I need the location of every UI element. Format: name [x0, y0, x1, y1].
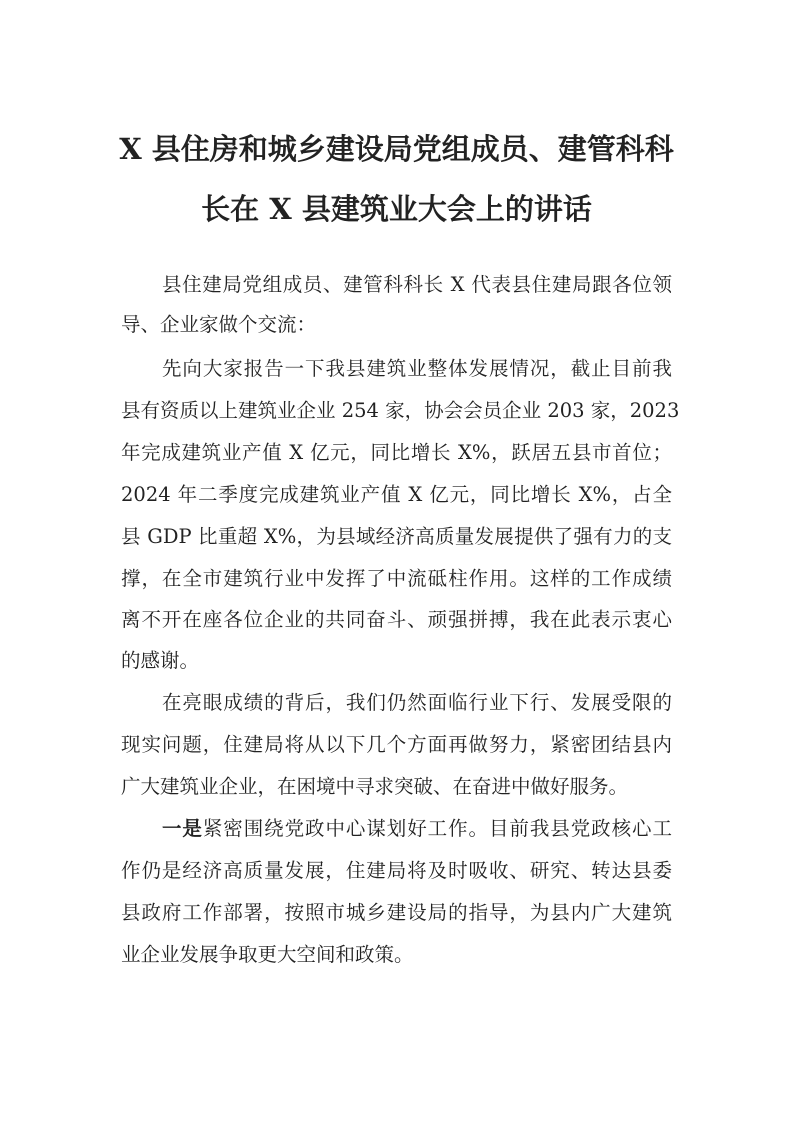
paragraph-2-line-5: 县 GDP 比重超 X%，为县域经济高质量发展提供了强有力的支: [121, 525, 672, 548]
paragraph-2-line-2: 县有资质以上建筑业企业 254 家，协会会员企业 203 家，2023: [121, 399, 680, 422]
paragraph-2-line-4: 2024 年二季度完成建筑业产值 X 亿元，同比增长 X%，占全: [121, 483, 672, 506]
paragraph-3-line-3: 广大建筑业企业，在困境中寻求突破、在奋进中做好服务。: [121, 775, 629, 798]
paragraph-1-line-1: 县住建局党组成员、建管科科长 X 代表县住建局跟各位领: [162, 273, 672, 296]
paragraph-3-line-2: 现实问题，住建局将从以下几个方面再做努力，紧密团结县内: [121, 733, 672, 756]
paragraph-2-line-1: 先向大家报告一下我县建筑业整体发展情况，截止目前我: [162, 357, 672, 380]
paragraph-3-line-1: 在亮眼成绩的背后，我们仍然面临行业下行、发展受限的: [162, 691, 672, 714]
paragraph-2-line-8: 的感谢。: [121, 649, 200, 672]
paragraph-4-line-2: 作仍是经济高质量发展，住建局将及时吸收、研究、转达县委: [121, 859, 672, 882]
paragraph-4-line-4: 业企业发展争取更大空间和政策。: [121, 943, 414, 966]
paragraph-2-line-7: 离不开在座各位企业的共同奋斗、顽强拼搏，我在此表示衷心: [121, 608, 672, 631]
paragraph-1-line-2: 导、企业家做个交流：: [121, 313, 317, 336]
paragraph-2-line-6: 撑，在全市建筑行业中发挥了中流砥柱作用。这样的工作成绩: [121, 567, 672, 590]
document-title-line-2: 长在 X 县建筑业大会上的讲话: [201, 192, 592, 226]
document-title-line-1: X 县住房和城乡建设局党组成员、建管科科: [119, 132, 674, 166]
paragraph-4-line-3: 县政府工作部署，按照市城乡建设局的指导，为县内广大建筑: [121, 901, 672, 924]
paragraph-4-line-1-text: 紧密围绕党政中心谋划好工作。目前我县党政核心工: [202, 817, 672, 840]
paragraph-4-lead: 一是: [162, 817, 203, 840]
paragraph-2-line-3: 年完成建筑业产值 X 亿元，同比增长 X%，跃居五县市首位；: [121, 441, 672, 464]
paragraph-4-line-1: [162, 814, 672, 844]
